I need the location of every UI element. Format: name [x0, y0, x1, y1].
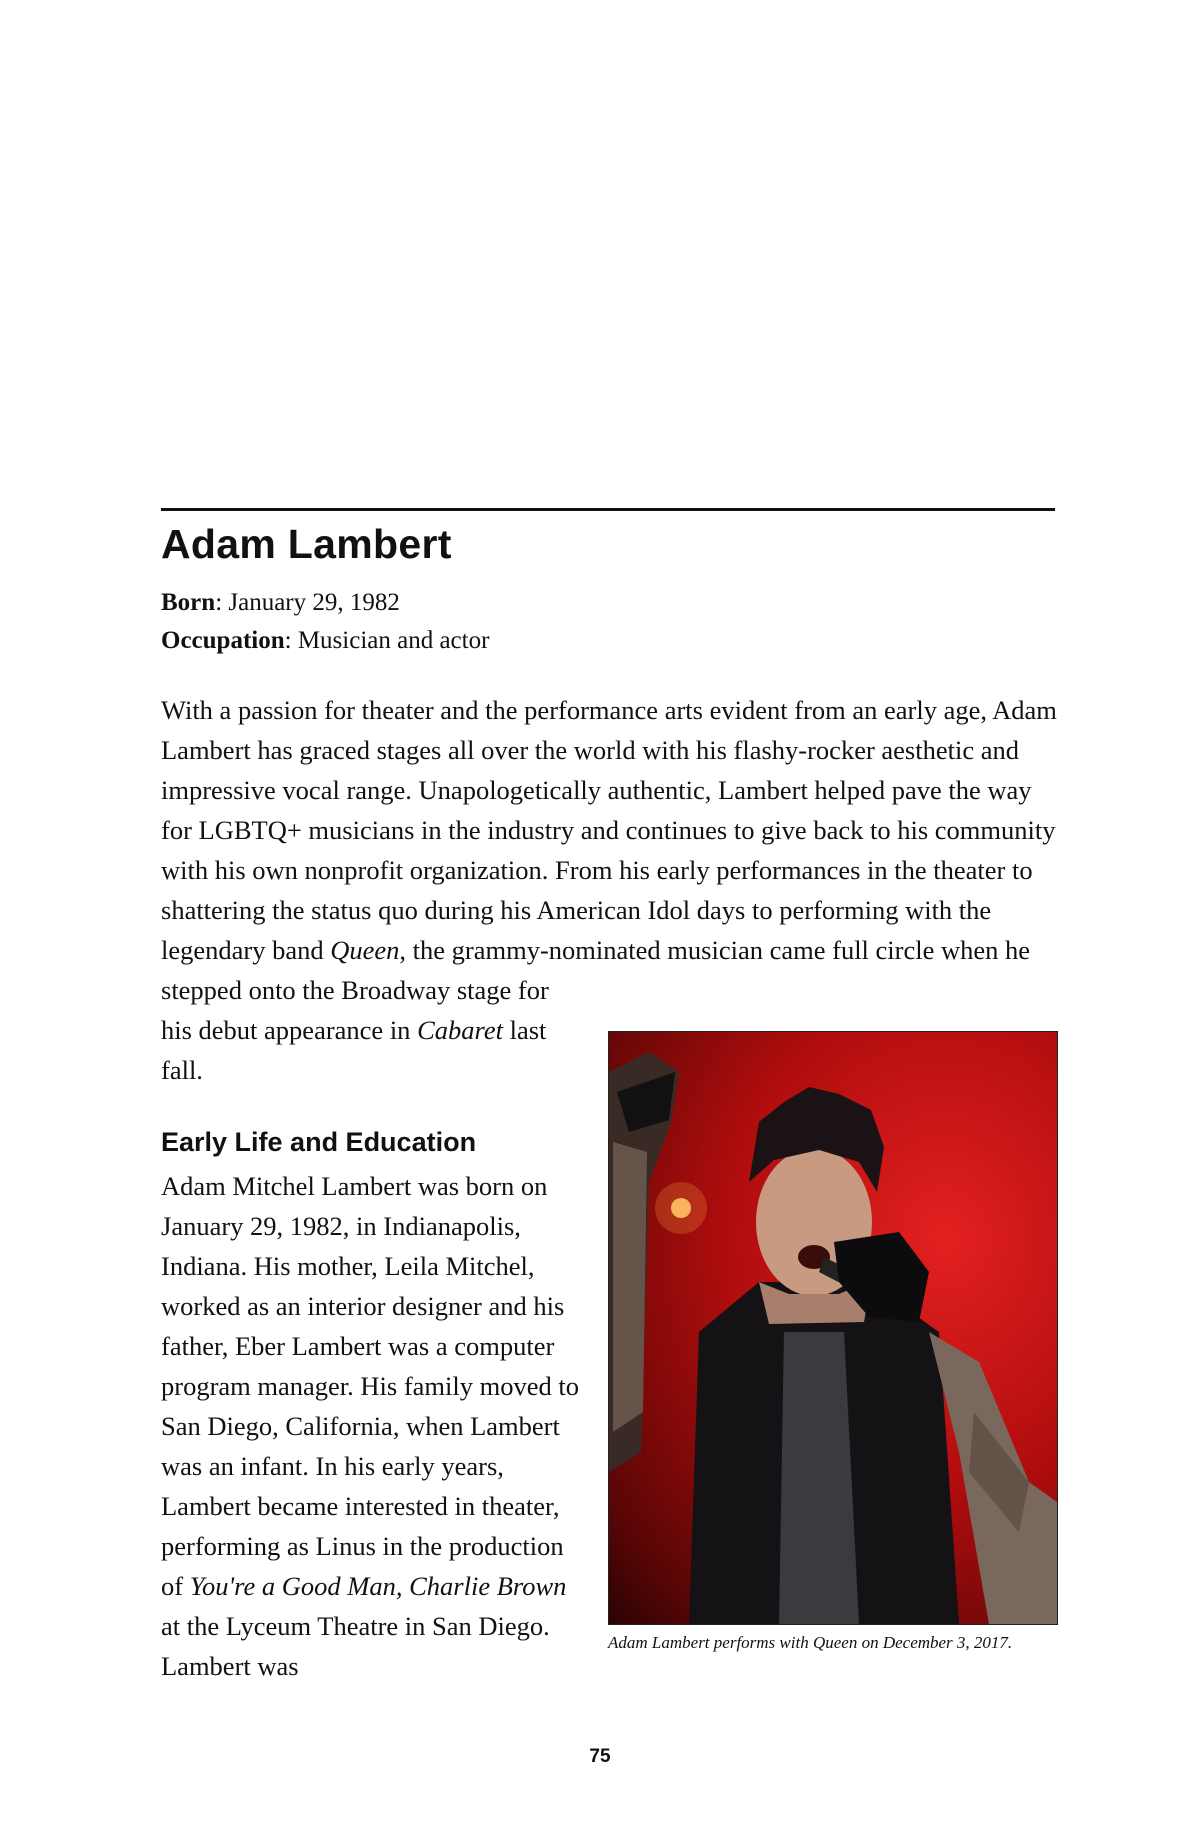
show-title: Cabaret	[417, 1015, 503, 1045]
occupation-value: : Musician and actor	[284, 627, 490, 654]
band-name: Queen	[330, 935, 400, 965]
intro-tail	[161, 1010, 581, 1090]
early-text-1: Adam Mitchel Lambert was born on January 29, 1982, in Indianapolis, Indiana. His mother, Leila Mitchel, worked as an interior designer and his father, Eber Lambert was a computer program manager. His family moved to San Diego, California, when Lambert was an infant. In his early years, Lambert became interested in theater, performing as Linus in the production of	[161, 1171, 580, 1601]
born-label: Born	[161, 589, 216, 616]
section-heading: Early Life and Education	[161, 1127, 477, 1157]
occupation-label: Occupation	[161, 627, 285, 654]
intro-paragraph	[161, 690, 1061, 1090]
intro-text-1: With a passion for theater and the performance arts evident from an early age, Adam Lambert has graced stages all over the world with his flashy-rocker aesthetic and impressive vocal range. Unapologetically authentic, Lambert helped pave the way for LGBTQ+ musicians in the industry and continues to give back to his community with his own nonprofit organization. From his early performances in the theater to shattering the status quo during his American Idol days to performing with the legendary band	[161, 695, 1057, 965]
intro-text-4: last fall.	[161, 1015, 547, 1085]
occupation-line	[161, 622, 489, 660]
section-rule	[161, 508, 1055, 511]
entry-title: Adam Lambert	[161, 521, 452, 567]
performer-illustration	[609, 1032, 1057, 1624]
page-number: 75	[589, 1746, 611, 1767]
born-value: : January 29, 1982	[215, 589, 400, 616]
production-title: You're a Good Man, Charlie Brown	[189, 1571, 567, 1601]
entry-meta	[161, 584, 489, 660]
intro-text-3: his debut appearance in	[161, 1015, 418, 1045]
intro-text-2: , the grammy-nominated musician came full circle when he stepped onto the Broadway stage for	[161, 935, 1031, 1005]
born-line	[161, 584, 489, 622]
photo-caption: Adam Lambert performs with Queen on December 3, 2017.	[608, 1633, 1013, 1652]
early-life-paragraph	[161, 1166, 591, 1686]
early-text-2: at the Lyceum Theatre in San Diego. Lambert was	[161, 1611, 550, 1681]
performer-photo	[608, 1031, 1058, 1625]
